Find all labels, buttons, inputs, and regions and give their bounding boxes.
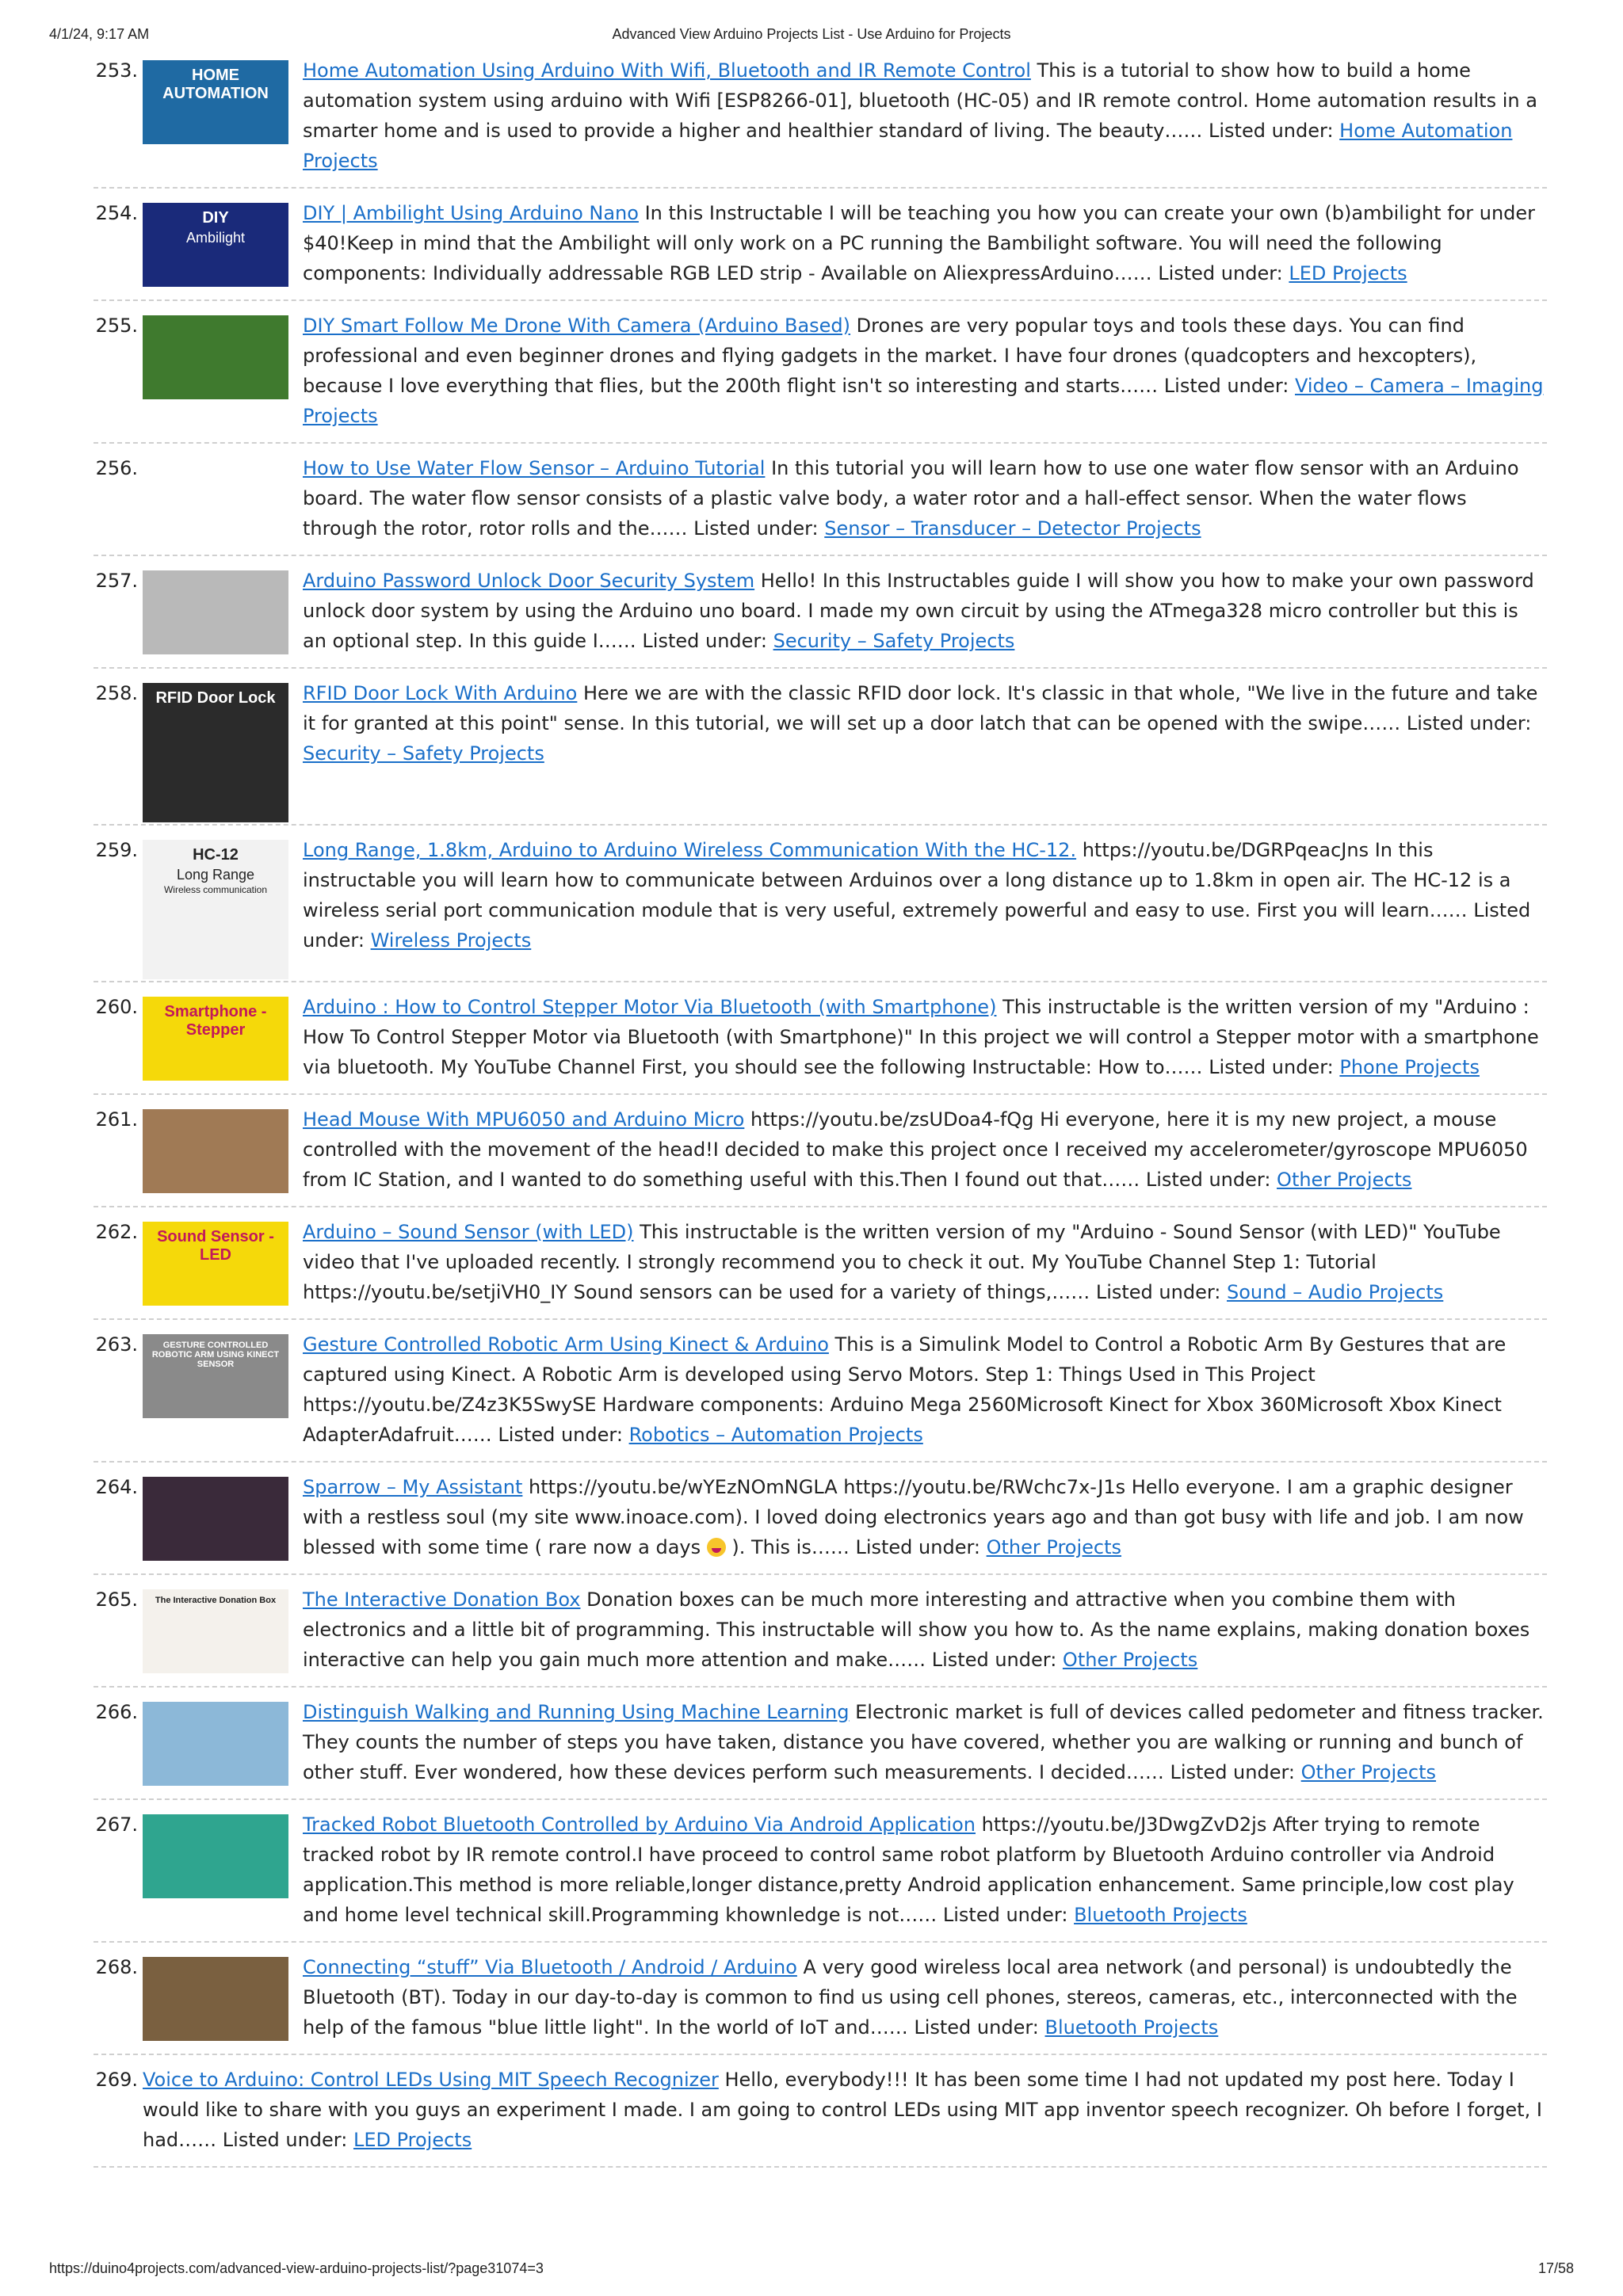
thumbnail-caption: DIY xyxy=(202,209,229,227)
project-description: https://youtu.be/wYEzNOmNGLA https://youtu.be/RWchc7x-J1s Hello everyone. I am a graphic designer with a restless soul (my site www.inoace.com). I loved doing electronics years ago and than got busy with life and job. I am now blessed with some time ( rare now a days xyxy=(303,1476,1524,1558)
list-item xyxy=(94,563,1547,669)
item-number: 256. xyxy=(95,457,138,479)
project-title-link[interactable]: Distinguish Walking and Running Using Machine Learning xyxy=(303,1701,850,1723)
item-number: 259. xyxy=(95,839,138,861)
item-text xyxy=(303,1217,1547,1307)
project-description: This is a tutorial to show how to build a home automation system using arduino with Wifi [ESP8266-01], bluetooth (HC-05) and IR remote control. Home automation results in a smarter home and is used to provide a higher and healthier standard of living. The beauty…… Listed under: xyxy=(303,59,1537,142)
category-link[interactable]: LED Projects xyxy=(353,2129,472,2151)
list-item xyxy=(94,307,1547,444)
item-number: 257. xyxy=(95,570,138,592)
project-description: Donation boxes can be much more interesting and attractive when you combine them with electronics and a little bit of programming. This instructable will show you how to. As the name explains, making donation boxes interactive can help you gain much more attention and make…… Listed under: xyxy=(303,1589,1530,1671)
project-thumbnail[interactable] xyxy=(143,1334,288,1418)
project-title-link[interactable]: Gesture Controlled Robotic Arm Using Kinect & Arduino xyxy=(303,1333,829,1356)
list-item xyxy=(94,1101,1547,1207)
list-item xyxy=(94,52,1547,189)
item-text xyxy=(303,1104,1547,1195)
project-description: This instructable is the written version of my "Arduino : How To Control Stepper Motor via Bluetooth (with Smartphone)" In this project we will control a Stepper motor with a smartphone via bluetooth. My YouTube Channel First, you should see the following Instructable: How to…… Listed under: xyxy=(303,996,1539,1078)
project-description: A very good wireless local area network (and personal) is undoubtedly the Bluetooth (BT). Today in our day-to-day is common to find us using cell phones, stereos, cameras, etc., interconnected with the help of the famous "blue little light". In the world of IoT and…… Listed under: xyxy=(303,1956,1518,2039)
category-link[interactable]: Other Projects xyxy=(1277,1169,1412,1191)
item-text xyxy=(303,1697,1547,1787)
project-title-link[interactable]: Home Automation Using Arduino With Wifi, Bluetooth and IR Remote Control xyxy=(303,59,1031,82)
thumbnail-caption: GESTURE CONTROLLED ROBOTIC ARM USING KINECT SENSOR xyxy=(151,1341,280,1369)
item-text xyxy=(303,992,1547,1082)
item-number: 258. xyxy=(95,682,138,704)
project-list xyxy=(0,52,1623,2174)
project-title-link[interactable]: DIY | Ambilight Using Arduino Nano xyxy=(303,202,639,224)
item-number: 267. xyxy=(95,1814,138,1836)
item-number: 265. xyxy=(95,1589,138,1611)
list-item xyxy=(94,832,1547,982)
list-item xyxy=(94,1806,1547,1943)
project-title-link[interactable]: Arduino Password Unlock Door Security System xyxy=(303,570,755,592)
project-description: https://youtu.be/J3DwgZvD2js After trying to remote tracked robot by IR remote control.I have proceed to control same robot platform by Bluetooth Arduino controller via Android application.This method is more reliable,longer distance,pretty Android application enhancement. Same principle,low cost play and home level technical skill.Programming khownledge is not…… Listed under: xyxy=(303,1814,1514,1926)
category-link[interactable]: Other Projects xyxy=(986,1536,1122,1558)
category-link[interactable]: Phone Projects xyxy=(1339,1056,1480,1078)
item-number: 260. xyxy=(95,996,138,1018)
list-item xyxy=(94,2061,1547,2168)
project-description: Hello, everybody!!! It has been some time I had not updated my post here. Today I would like to share with you guys an experiment I made. I am going to control LEDs using MIT app inventor speech recognizer. Oh before I forget, I had…… Listed under: xyxy=(143,2069,1542,2151)
thumbnail-caption: HC-12 xyxy=(193,846,239,864)
project-title-link[interactable]: The Interactive Donation Box xyxy=(303,1589,581,1611)
list-item xyxy=(94,1694,1547,1800)
project-description: In this Instructable I will be teaching you how you can create your own (b)ambilight for under $40!Keep in mind that the Ambilight will only work on a PC running the Bambilight software. You will need the following components: Individually addressable RGB LED strip - Available on AliexpressArduino…… Listed under: xyxy=(303,202,1536,284)
project-thumbnail[interactable] xyxy=(143,1702,288,1786)
list-item xyxy=(94,1214,1547,1320)
project-thumbnail[interactable] xyxy=(143,1222,288,1306)
item-text xyxy=(143,2065,1547,2155)
project-title-link[interactable]: Arduino – Sound Sensor (with LED) xyxy=(303,1221,634,1243)
project-description: This is a Simulink Model to Control a Robotic Arm By Gestures that are captured using Kinect. A Robotic Arm is developed using Servo Motors. Step 1: Things Used in This Project https://youtu.be/Z4z3K5SwySE Hardware components: Arduino Mega 2560Microsoft Kinect for Xbox 360Microsoft Xbox Kinect AdapterAdafruit…… Listed under: xyxy=(303,1333,1507,1446)
item-text xyxy=(303,1585,1547,1675)
thumbnail-caption: RFID Door Lock xyxy=(155,689,276,707)
category-link[interactable]: Other Projects xyxy=(1300,1761,1437,1783)
item-text xyxy=(303,678,1547,769)
project-thumbnail[interactable] xyxy=(143,1109,288,1193)
thumbnail-caption: Smartphone - Stepper xyxy=(164,1003,267,1039)
item-text xyxy=(303,311,1547,431)
list-item xyxy=(94,1949,1547,2055)
project-thumbnail[interactable] xyxy=(143,1477,288,1561)
category-link[interactable]: Bluetooth Projects xyxy=(1074,1904,1247,1926)
print-page-number: 17/58 xyxy=(1537,2260,1574,2276)
thumbnail-subcaption: Ambilight xyxy=(185,230,246,246)
project-title-link[interactable]: Voice to Arduino: Control LEDs Using MIT Speech Recognizer xyxy=(143,2069,719,2091)
item-text xyxy=(303,1810,1547,1930)
project-description: Drones are very popular toys and tools these days. You can find professional and even beginner drones and flying gadgets in the market. I have four drones (quadcopters and hexcopters), because I love everything that flies, but the 200th flight isn't so interesting and starts…… Listed under: xyxy=(303,315,1477,397)
category-link[interactable]: LED Projects xyxy=(1289,262,1407,284)
item-number: 261. xyxy=(95,1108,138,1131)
category-link[interactable]: Robotics – Automation Projects xyxy=(628,1424,923,1446)
print-page-title: Advanced View Arduino Projects List - Use Arduino for Projects xyxy=(612,26,1011,42)
project-description: Electronic market is full of devices called pedometer and fitness tracker. They counts the number of steps you have taken, distance you have covered, whether you are walking or running and bunch of other stuff. Ever wondered, how these devices perform such measurements. I decided…… Listed under: xyxy=(303,1701,1544,1783)
category-link[interactable]: Other Projects xyxy=(1062,1649,1198,1671)
project-description: Hello! In this Instructables guide I will show you how to make your own password unlock door system by using the Arduino uno board. I made my own circuit by using the ATmega328 micro controller but this is an optional step. In this guide I…… Listed under: xyxy=(303,570,1534,652)
project-title-link[interactable]: Head Mouse With MPU6050 and Arduino Micro xyxy=(303,1108,745,1131)
project-description: Here we are with the classic RFID door lock. It's classic in that whole, "We live in the future and take it for granted at this point" sense. In this tutorial, we will set up a door latch that can be opened with the swipe…… Listed under: xyxy=(303,682,1538,734)
list-item xyxy=(94,989,1547,1095)
item-number: 253. xyxy=(95,59,138,82)
category-link[interactable]: Sensor – Transducer – Detector Projects xyxy=(824,517,1201,540)
project-description-continued: ). This is…… Listed under: xyxy=(725,1536,987,1558)
project-title-link[interactable]: DIY Smart Follow Me Drone With Camera (Arduino Based) xyxy=(303,315,851,337)
project-description: https://youtu.be/zsUDoa4-fQg Hi everyone, here it is my new project, a mouse controlled with the movement of the head!I decided to make this project once I received my accelerometer/gyroscope MPU6050 from IC Station, and I wanted to do something useful with this.Then I found out that…… Listed under: xyxy=(303,1108,1528,1191)
item-text xyxy=(303,1329,1547,1450)
project-thumbnail[interactable] xyxy=(143,997,288,1081)
item-text xyxy=(303,198,1547,288)
thumbnail-caption: The Interactive Donation Box xyxy=(155,1596,277,1605)
project-description: https://youtu.be/DGRPqeacJns In this instructable you will learn how to communicate between Arduinos over a long distance up to 1.8km in open air. The HC-12 is a wireless serial port communication module that is very useful, extremely powerful and easy to use. First you will learn…… Listed under: xyxy=(303,839,1531,952)
item-number: 263. xyxy=(95,1333,138,1356)
item-text xyxy=(303,1472,1547,1562)
project-thumbnail[interactable] xyxy=(143,1814,288,1898)
project-thumbnail[interactable] xyxy=(143,840,288,979)
project-thumbnail[interactable] xyxy=(143,315,288,399)
item-number: 268. xyxy=(95,1956,138,1978)
item-text xyxy=(303,835,1547,955)
project-title-link[interactable]: RFID Door Lock With Arduino xyxy=(303,682,578,704)
list-item xyxy=(94,675,1547,826)
project-title-link[interactable]: Sparrow – My Assistant xyxy=(303,1476,523,1498)
list-item xyxy=(94,1581,1547,1688)
project-title-link[interactable]: How to Use Water Flow Sensor – Arduino Tutorial xyxy=(303,457,766,479)
print-url: https://duino4projects.com/advanced-view-arduino-projects-list/?page31074=3 xyxy=(49,2260,544,2276)
item-number: 255. xyxy=(95,315,138,337)
project-title-link[interactable]: Arduino : How to Control Stepper Motor Via Bluetooth (with Smartphone) xyxy=(303,996,997,1018)
category-link[interactable]: Home Automation Projects xyxy=(303,120,1513,172)
category-link[interactable]: Security – Safety Projects xyxy=(773,630,1015,652)
print-header xyxy=(49,26,1574,48)
category-link[interactable]: Sound – Audio Projects xyxy=(1227,1281,1444,1303)
list-item xyxy=(94,195,1547,301)
project-description: In this tutorial you will learn how to use one water flow sensor with an Arduino board. The water flow sensor consists of a plastic valve body, a water rotor and a hall-effect sensor. When the water flows through the rotor, rotor rolls and the…… Listed under: xyxy=(303,457,1519,540)
project-thumbnail[interactable] xyxy=(143,203,288,287)
item-text xyxy=(303,566,1547,656)
list-item xyxy=(94,1469,1547,1575)
item-number: 264. xyxy=(95,1476,138,1498)
project-thumbnail[interactable] xyxy=(143,1589,288,1673)
category-link[interactable]: Bluetooth Projects xyxy=(1044,2016,1219,2039)
thumbnail-subcaption: Long Range xyxy=(176,867,255,883)
category-link[interactable]: Security – Safety Projects xyxy=(303,742,544,765)
project-title-link[interactable]: Connecting “stuff” Via Bluetooth / Android / Arduino xyxy=(303,1956,797,1978)
thumbnail-caption: Sound Sensor - LED xyxy=(157,1228,274,1264)
item-number: 262. xyxy=(95,1221,138,1243)
print-datetime: 4/1/24, 9:17 AM xyxy=(49,26,150,42)
thumbnail-caption: HOME AUTOMATION xyxy=(162,67,269,102)
project-thumbnail[interactable] xyxy=(143,570,288,654)
list-item xyxy=(94,1326,1547,1463)
list-item xyxy=(94,450,1547,556)
item-number: 266. xyxy=(95,1701,138,1723)
thumbnail-subcaption: Wireless communication xyxy=(163,884,268,895)
project-title-link[interactable]: Tracked Robot Bluetooth Controlled by Arduino Via Android Application xyxy=(303,1814,976,1836)
project-thumbnail[interactable] xyxy=(143,458,288,542)
item-number: 269. xyxy=(95,2069,138,2091)
project-description: This instructable is the written version of my "Arduino - Sound Sensor (with LED)" YouTube video that I've uploaded recently. I strongly recommend you to check it out. My YouTube Channel Step 1: Tutorial https://youtu.be/setjiVH0_IY Sound sensors can be used for a variety of things,…… Listed under: xyxy=(303,1221,1501,1303)
category-link[interactable]: Video – Camera – Imaging Projects xyxy=(303,375,1544,427)
tongue-emoji-icon xyxy=(707,1538,726,1557)
print-footer xyxy=(49,2260,1574,2283)
item-text xyxy=(303,55,1547,176)
project-thumbnail[interactable] xyxy=(143,683,288,822)
item-number: 254. xyxy=(95,202,138,224)
item-text xyxy=(303,1952,1547,2042)
item-text xyxy=(303,453,1547,543)
project-title-link[interactable]: Long Range, 1.8km, Arduino to Arduino Wireless Communication With the HC-12. xyxy=(303,839,1077,861)
project-thumbnail[interactable] xyxy=(143,60,288,144)
project-thumbnail[interactable] xyxy=(143,1957,288,2041)
category-link[interactable]: Wireless Projects xyxy=(370,929,532,952)
